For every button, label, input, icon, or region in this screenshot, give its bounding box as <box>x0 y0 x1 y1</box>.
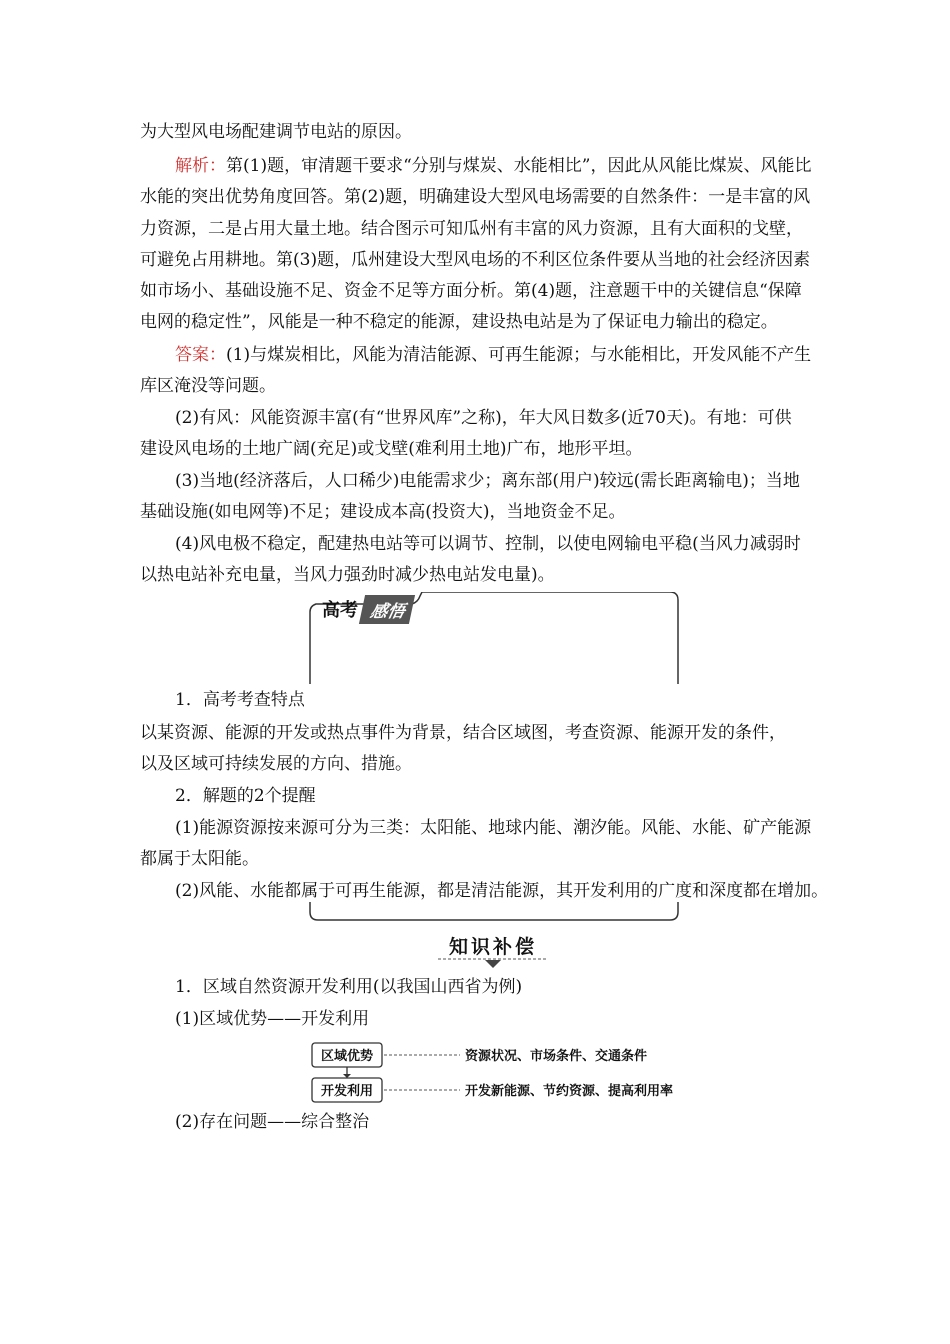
diagram-box-development: 开发利用 <box>320 1084 374 1099</box>
analysis-line: 解析：第(1)题，审清题干要求“分别与煤炭、水能相比”，因此从风能比煤炭、风能比 <box>175 156 812 176</box>
gaokao-heading-ink: 感悟 <box>359 595 415 624</box>
gaokao-heading <box>322 594 412 624</box>
knowledge-heading-underline <box>438 956 548 972</box>
knowledge-heading: 知识补偿 <box>448 936 537 958</box>
text-line: 为大型风电场配建调节电站的原因。 <box>140 122 412 142</box>
text-line: (1)区域优势——开发利用 <box>175 1009 370 1029</box>
text-line: 2．解题的2个提醒 <box>175 786 316 806</box>
answer-line: 答案：(1)与煤炭相比，风能为清洁能源、可再生能源；与水能相比，开发风能不产生 <box>175 345 812 365</box>
text-line: 以热电站补充电量，当风力强劲时减少热电站发电量)。 <box>140 565 555 585</box>
diagram-note-advantage: 资源状况、市场条件、交通条件 <box>465 1049 648 1064</box>
text-line: (4)风电极不稳定，配建热电站等可以调节、控制，以使电网输电平稳(当风力减弱时 <box>175 534 801 554</box>
analysis-label: 解析： <box>175 156 226 176</box>
gaokao-box-bottom-frame <box>300 902 685 924</box>
text-line: (2)风能、水能都属于可再生能源，都是清洁能源，其开发利用的广度和深度都在增加。 <box>175 881 829 901</box>
text-line: 水能的突出优势角度回答。第(2)题，明确建设大型风电场需要的自然条件：一是丰富的风 <box>140 187 811 207</box>
flow-diagram <box>300 1036 700 1108</box>
text-line: 库区淹没等问题。 <box>140 376 276 396</box>
text-line: 电网的稳定性”，风能是一种不稳定的能源，建设热电站是为了保证电力输出的稳定。 <box>140 312 778 332</box>
text-line: 1．区域自然资源开发利用(以我国山西省为例) <box>175 977 523 997</box>
diagram-box-regional-advantage: 区域优势 <box>320 1049 374 1064</box>
diagram-note-development: 开发新能源、节约资源、提高利用率 <box>465 1084 674 1099</box>
text-line: 建设风电场的土地广阔(充足)或戈壁(难利用土地)广布，地形平坦。 <box>140 439 643 459</box>
gaokao-heading-plain: 高考 <box>322 600 358 621</box>
text-line: 可避免占用耕地。第(3)题，瓜州建设大型风电场的不利区位条件要从当地的社会经济因素 <box>140 250 811 270</box>
text-line: 力资源，二是占用大量土地。结合图示可知瓜州有丰富的风力资源，且有大面积的戈壁， <box>140 219 803 239</box>
text-line: (1)能源资源按来源可分为三类：太阳能、地球内能、潮汐能。风能、水能、矿产能源 <box>175 818 812 838</box>
text-line: 以及区域可持续发展的方向、措施。 <box>140 754 412 774</box>
text-line: 1．高考考查特点 <box>175 690 305 710</box>
text-line: 以某资源、能源的开发或热点事件为背景，结合区域图，考查资源、能源开发的条件， <box>140 723 786 743</box>
text-line: 基础设施(如电网等)不足；建设成本高(投资大)，当地资金不足。 <box>140 502 626 522</box>
text-line: (3)当地(经济落后，人口稀少)电能需求少；离东部(用户)较远(需长距离输电)；当地 <box>175 471 800 491</box>
text-line: (2)有风：风能资源丰富(有“世界风库”之称)，年大风日数多(近70天)。有地：可供 <box>175 408 792 428</box>
text-line: 都属于太阳能。 <box>140 849 259 869</box>
text-line: 如市场小、基础设施不足、资金不足等方面分析。第(4)题，注意题干中的关键信息“保障 <box>140 281 802 301</box>
answer-label: 答案： <box>175 345 226 365</box>
text-line: (2)存在问题——综合整治 <box>175 1112 370 1132</box>
